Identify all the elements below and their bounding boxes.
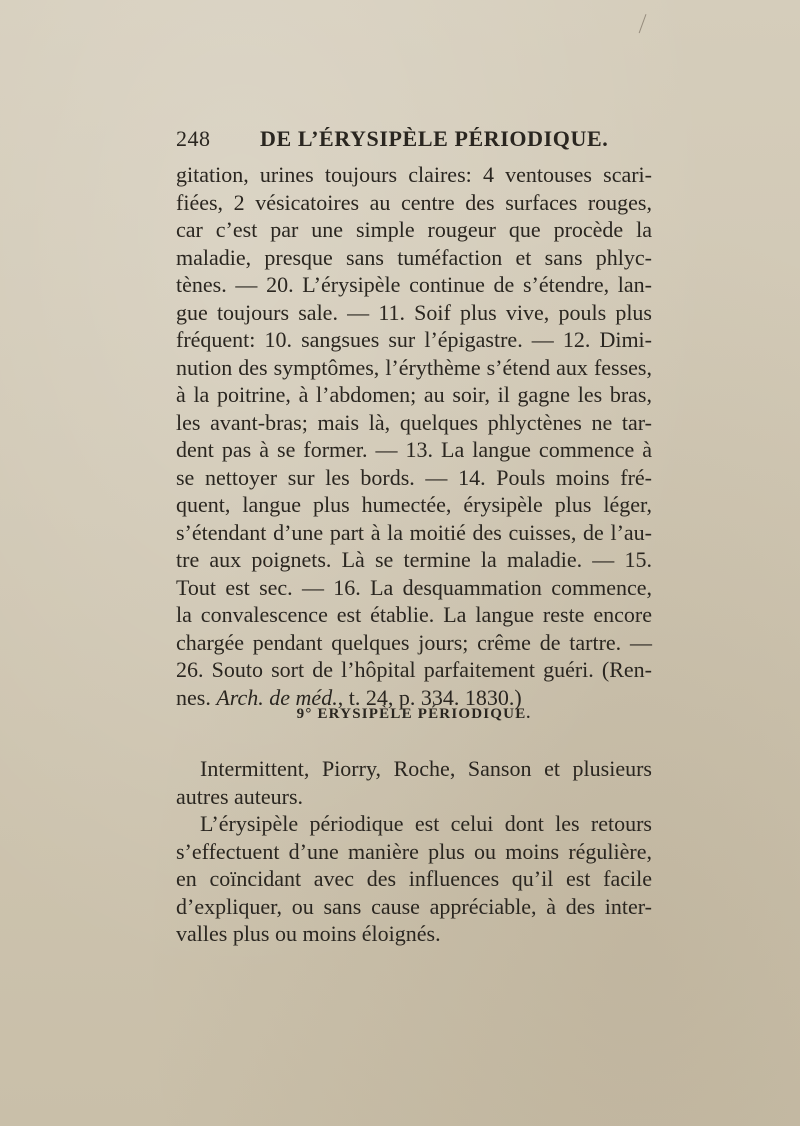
text-line: s’effectuent d’une manière plus ou moins régulière, [176,838,652,864]
text-line: se nettoyer sur les bords. — 14. Pouls moins fré- [176,464,652,490]
text-line: chargée pendant quelques jours; crême de tartre. — [176,629,652,655]
text-line: tre aux poignets. Là se termine la maladie. — 15. [176,547,652,572]
synonyms-line: autres auteurs. [176,783,304,809]
text-line: 26. Souto sort de l’hôpital parfaitement guéri. (Ren- [176,657,652,682]
text-line: gitation, urines toujours claires: 4 ventouses scari- [176,162,652,187]
text-line: les avant-bras; mais là, quelques phlyctènes ne tar- [176,409,652,435]
text-line: L’érysipèle périodique est celui dont les retours [200,811,652,836]
text-line: gue toujours sale. — 11. Soif plus vive, pouls plus [176,299,652,325]
text-line: car c’est par une simple rougeur que procède la [176,217,652,242]
journal-title: Arch. de méd. [216,684,338,710]
pencil-mark [639,14,649,34]
text-line: fiées, 2 vésicatoires au centre des surfaces rouges, [176,189,652,215]
section-body [176,755,652,948]
page-header [176,126,666,156]
text-line: valles plus ou moins éloignés. [176,921,441,946]
citation-suffix: , t. 24, p. 334. 1830.) [337,684,522,710]
text-line: en coïncidant avec des influences qu’il est facile [176,866,652,891]
text-line: tènes. — 20. L’érysipèle continue de s’étendre, lan- [176,272,652,297]
text-line: s’étendant d’une part à la moitié des cuisses, de l’au- [176,519,652,545]
running-title: DE L’ÉRYSIPÈLE PÉRIODIQUE. [260,126,609,151]
case-report-paragraph [176,161,652,711]
citation-prefix: nes. [176,684,217,710]
text-line: la convalescence est établie. La langue reste encore [176,602,652,627]
text-line: d’expliquer, ou sans cause appréciable, à des inter- [176,893,652,919]
text-line: quent, langue plus humectée, érysipèle plus léger, [176,492,652,517]
text-line: maladie, presque sans tuméfaction et sans phlyc- [176,244,652,270]
section-heading: 9° ERYSIPÈLE PÉRIODIQUE. [296,706,532,722]
text-line: dent pas à se former. — 13. La langue commence à [176,437,652,462]
text-line: fréquent: 10. sangsues sur l’épigastre. — 12. Dimi- [176,327,652,352]
text-line: Tout est sec. — 16. La desquammation commence, [176,574,652,600]
page-number: 248 [176,126,211,151]
text-line: à la poitrine, à l’abdomen; au soir, il gagne les bras, [176,382,652,407]
text-line: nution des symptômes, l’érythème s’étend aux fesses, [176,354,652,380]
synonyms-line: Intermittent, Piorry, Roche, Sanson et plusieurs [200,756,652,781]
